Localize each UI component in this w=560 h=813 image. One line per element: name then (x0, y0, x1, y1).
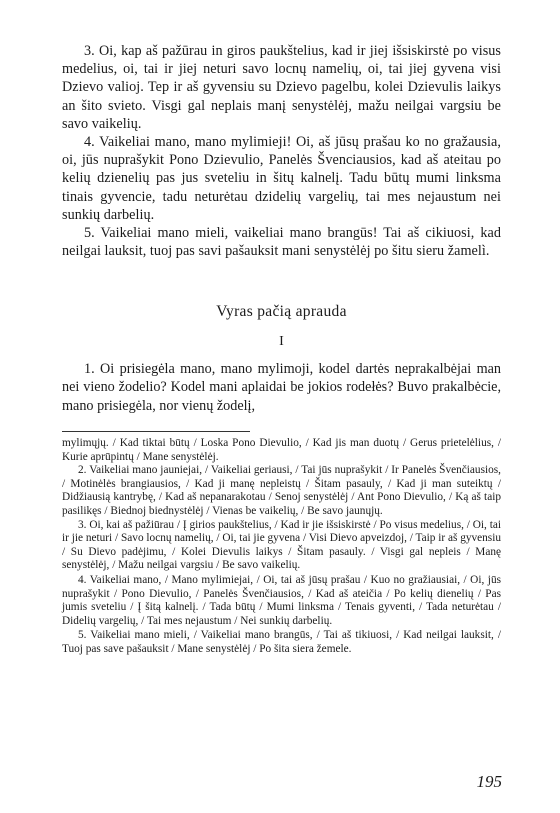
page-number: 195 (476, 772, 502, 791)
paragraph-4: 4. Vaikeliai mano, mano mylimieji! Oi, aš jūsų prašau ko no gražausia, oi, jūs nuprašykit Pono Dzievulio, Panelės Švenciausios, kad aš ateitau po kelių dzienelių pas jus sveteliu in šitų kalnelį. Tadu būtų mumi linksma tinais gyvencie, tadu neturėtau dzidelių vargelių, tai mes nejaustum nei sunkių darbelių. (62, 134, 501, 223)
footnote-3: 3. Oi, kai aš pažiūrau / Į girios paukštelius, / Kad ir jie išsiskirstė / Po visus medelius, / Oi, tai ir jie neturi / Savo locnų namelių, / Oi, tai jie gyvena / Visi Dievo apveizdoj, / Taip ir aš gyvensiu / Su Dievo padėjimu, / Kolei Dievulis laikys / Šitam pasauly. / Visgi gal nepleis / Manę senystėlėj, / Mažu neilgai vargsiu / Be savo vaikelių. (62, 518, 501, 572)
footnote-divider (62, 431, 250, 432)
paragraph-3: 3. Oi, kap aš pažūrau in giros paukštelius, kad ir jiej išsiskirstė po visus medelius, oi, tai ir jiej neturi savo locnų namelių, oi, tai jiej gyvena visi Dzievo valioj. Tep ir aš gyvensiu su Dzievo pagelbu, kolei Dzievulis laikys an šito svieto. Visgi gal neplais manį senystėlėj, mažu neilgai vargsiu be savo vaikelių. (62, 43, 501, 132)
poem-text (62, 360, 501, 415)
footnotes (62, 437, 501, 657)
section-number: I (279, 334, 284, 349)
poem-paragraph-1: 1. Oi prisiegėla mano, mano mylimoji, kodel dartės neprakalbėjai man nei vieno žodelio? Kodel mani aplaidai be jokios rodełės? Buvo prakalbėcie, mano prisiegėla, nor vienų žodelį, (62, 361, 501, 414)
section-title: Vyras pačią aprauda (216, 303, 347, 320)
footnote-2: 2. Vaikeliai mano jauniejai, / Vaikeliai geriausi, / Tai jūs nuprašykit / Ir Panelės Švenčiausios, / Motinėlės brangiausios, / Kad ji manę nepleistų / Šitam pasauly, / Kad ji man suteiktų / Didžiausią kantrybę, / Kad aš nepanarakotau / Senoj senystėlėj / Ant Pono Dievulio, / Ką aš taip pasilikęs / Biednoj biednystėlėj / Vienas be vaikelių, / Be savo jaunųjų. (62, 464, 501, 517)
main-text (62, 42, 501, 260)
footnote-4: 4. Vaikeliai mano, / Mano mylimiejai, / Oi, tai aš jūsų prašau / Kuo no gražiausiai, / Oi, jūs nuprašykit / Pono Dievulio, / Panelės Švenčiausios, / Kad aš ateičia / Po kelių dienelių / Pas jumis sveteliu / Į šitą kalnelį. / Tada būtų / Mumi linksma / Tenais gyventi, / Tada neturėtau / Didelių vargelių, / Tai mes nejaustum / Nei sunkių darbelių. (62, 573, 501, 627)
footnote-5: 5. Vaikeliai mano mieli, / Vaikeliai mano brangūs, / Tai aš tikiuosi, / Kad neilgai lauksit, / Tuoj pas save pašauksit / Mane senystėlėj / Po šita siera žemele. (62, 629, 501, 655)
paragraph-5: 5. Vaikeliai mano mieli, vaikeliai mano brangūs! Tai aš cikiuosi, kad neilgai lauksit, tuoj pas savi pašauksit mani senystėlėj po šitu sieru žamelì. (62, 225, 501, 260)
footnote-continuation: mylimųjų. / Kad tiktai būtų / Loska Pono Dievulio, / Kad jis man duotų / Gerus prietelėlius, / Kurie aprūpintų / Mane senystėlėj. (62, 437, 501, 463)
